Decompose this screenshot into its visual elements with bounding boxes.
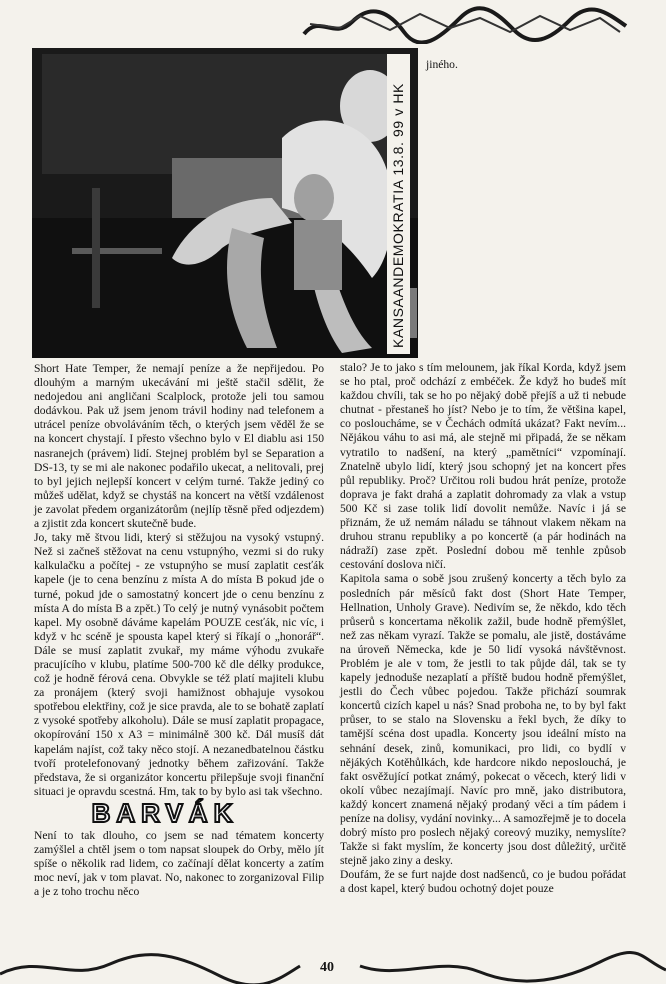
paragraph: stalo? Je to jako s tím melounem, jak říkal Korda, když jsem se ho ptal, proč odchází z embéček. Že když ho budeš mít každou chvíli, tak se ho po nějaký době přejíš a už ti nebude chutnat - přestaneš ho jíst? Nebo je to tím, že většina kapel, co posloucháme, se v Čechách odmítá ukázat? Fakt nevím... Nějákou váhu to asi má, ale stejně mi připadá, že se někam vytratilo to nadšení, na který „pamětníci“ vzpomínají. Znatelně ubylo lidí, který jsou schopný jet na koncert přes půl republiky. Proč? Určitou roli budou hrát peníze, protože doprava je fakt drahá a zaplatit dohromady za vlak a vstup 500 Kč si zase tolik lidí dovolit nemůže. Navíc i já se přiznám, že už nemám náladu se táhnout vlakem někam na druhou stranu republiky a po koncertě (a pár hodinách na nádraží) zase zpět. Poslední dobou mě tenhle způsob cestování doslova ničí.	[340, 361, 626, 572]
page-number: 40	[320, 960, 334, 975]
paragraph: Není to tak dlouho, co jsem se nad tématem koncerty zamýšlel a chtěl jsem o tom napsat sloupek do Orby, mělo jít spíše o několik rad lidem, co začínají dělat koncerty a zatím moc neví, jak v tom plavat. No, nakonec to zorganizoval Filip a je z toho trochu něco	[34, 829, 324, 899]
top-scribble-decoration	[300, 4, 630, 44]
right-bottom-column	[340, 361, 626, 897]
left-bottom-column	[34, 829, 324, 899]
photo-caption: KANSAANDEMOKRATIA 13.8. 99 v HK	[387, 54, 410, 354]
paragraph: Jo, taky mě štvou lidi, který si stěžujou na vysoký vstupný. Než si začneš stěžovat na cenu vstupnýho, vezmi si do ruky kalkulačku a počítej - ze vstupnýho se musí zaplatit cesťák kapele (je to cena benzínu z místa A do místa B pokud jde o turné, pokud jde o samostatný koncert jde o cenu benzínu z místa A do místa B a zpět.) To celý je nutný vynásobit počtem kapel. My osobně dáváme kapelám POUZE cesťák, nic víc, i když v hc scéně je spousta kapel který si říkají o „honorář“. Dále se musí zaplatit zvukař, my máme výhodu zvukaře pracujícího v klubu, platíme 500-700 kč dle délky produkce, což je hodně férová cena. Obvykle se též platí majiteli klubu za pronájem (který svoji hamižnost obhajuje vysokou spotřebou elektřiny, což je sice pravda, ale to se bohatě zaplatí z vysoké spotřeby alkoholu). Dále se musí zaplatit propagace, okopírování 150 x A3 = minimálně 300 kč. Dál musíš dát kapelám najíst, což taky něco stojí. A nezanedbatelnou částku tvoří protelefonovaný jednotky během zařizování. Takže představa, že si organizátor koncertu přilepšuje svoji finanční situaci je opravdu scestná. Hm, tak to by bylo asi tak všechno.	[34, 531, 324, 798]
paragraph: Doufám, že se furt najde dost nadšenců, co je budou pořádat a dost kapel, který budou ochotný dojet pouze	[340, 868, 626, 896]
photo-image	[32, 48, 418, 358]
concert-photo	[32, 48, 418, 358]
paragraph: Short Hate Temper, že nemají peníze a že nepřijedou. Po dlouhým a marným ukecávání mi ještě stačil sdělit, že nedojedou ani angličani Scalplock, protože jeli tou samou dodávkou. Pak už jsem jenom trávil hodiny nad telefonem a utrácel peníze obvoláváním těch, o kterých jsem věděl že se na koncert chystají. I přesto všechno bylo v El diablu asi 150 nasranejch (právem) lidí. Stejnej problém byl se Separation a DS-13, ty se mi ale nakonec podařilo ukecat, a nelitovali, prej to byl jejich nejlepší koncert v celým turné. Takže jediný co můžeš udělat, když se chystáš na koncert na větší vzdálenost je zavolat předem organizátorům (nejlíp těsně před odjezdem) a zjistit zda koncert skutečně bude.	[34, 362, 324, 531]
right-top-column	[426, 58, 626, 72]
left-column	[34, 362, 324, 799]
paragraph: jiného.	[426, 58, 458, 71]
barvak-logo: BARVÁK	[91, 798, 239, 828]
paragraph: Kapitola sama o sobě jsou zrušený koncerty a těch bylo za posledních pár měsíců fakt dost (Short Hate Temper, Hellnation, Unholy Grave). Nedivím se, že někdo, kdo těch průserů s koncertama několik zažil, bude hodně přemýšlet, než zas někam vyrazí. Takže se pomalu, ale jistě, dostáváme na úroveň Německa, kde je 50 lidí vysoká návštěvnost. Problém je ale v tom, že jestli to tak půjde dál, tak se ty kapely jednoduše nezaplatí a příště budou hodně přemýšlet, jestli do Čech vůbec pojedou. Takže přichází soumrak koncertů cizích kapel u nás? Snad proboha ne, to by byl fakt průser, to se stalo na Slovensku a řekl bych, že díky to tamější scéna dost upadla. Koncerty jsou ideální místo na sehnání desek, zinů, komunikaci, pro lidi, co bydlí v nějákých Kotěhůlkách, kde hardcore nikdo neposlouchá, je fakt osvěžující potkat známý, pokecat o věcech, který lidi v okolí vůbec nezajímají. Navíc pro mně, jako distributora, každý koncert znamená nějaký prodaný věci a tím pádem i peníze na dolisy, vydání novinky... A samozřejmě je to docela dobrý místo pro poslech nějaký coreový muziky, nemyslíte? Takže si fakt myslím, že koncerty jsou dost důležitý, určitě stejně jako ziny a desky.	[340, 572, 627, 868]
